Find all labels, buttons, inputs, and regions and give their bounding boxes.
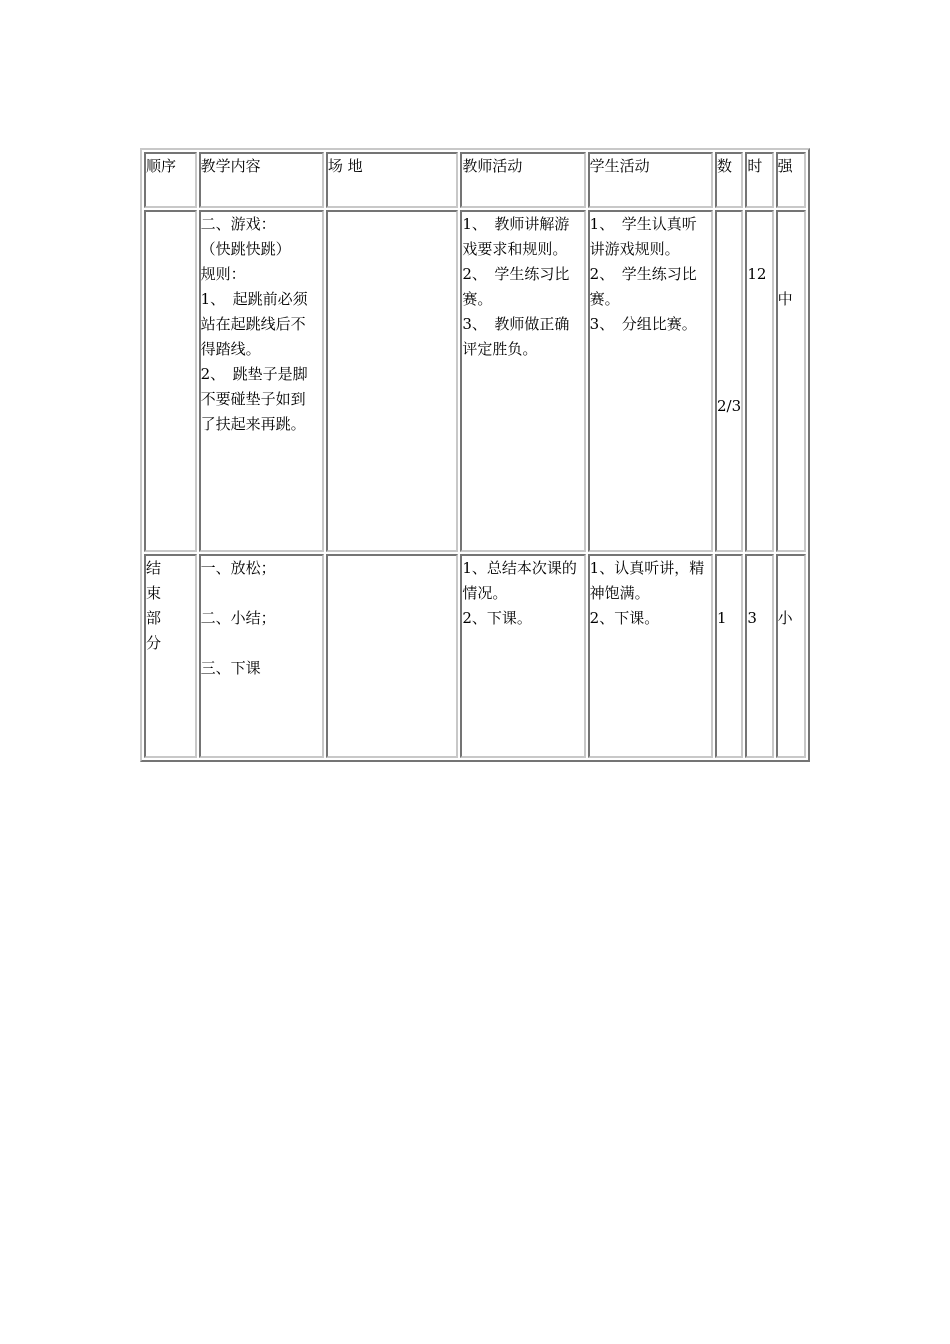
cell-student	[588, 554, 713, 758]
header-venue	[326, 152, 458, 208]
content-line: 二、游戏：	[200, 215, 276, 233]
cell-intensity: 中	[776, 210, 806, 552]
header-intensity: 强	[776, 152, 806, 208]
content-line: 2、 跳垫子是脚	[200, 365, 308, 383]
content-line: 不要碰垫子如到	[200, 390, 306, 408]
teacher-line: 情况。	[462, 584, 508, 602]
teacher-line: 2、下课。	[462, 609, 532, 627]
cell-order	[144, 554, 197, 758]
teacher-line: 赛。	[462, 290, 493, 308]
table-row	[144, 554, 806, 758]
header-order: 顺序	[144, 152, 197, 208]
teacher-line: 评定胜负。	[462, 340, 538, 358]
teacher-line: 戏要求和规则。	[462, 240, 568, 258]
header-teacher: 教师活动	[460, 152, 585, 208]
table-header-row	[144, 152, 806, 208]
cell-time: 12	[745, 210, 773, 552]
content-line: 规则：	[200, 265, 246, 283]
cell-content	[199, 554, 324, 758]
table-row	[144, 210, 806, 552]
cell-venue	[326, 554, 458, 758]
content-line: 一、放松；	[200, 559, 276, 577]
order-char: 分	[146, 634, 162, 652]
student-line: 1、 学生认真听	[589, 215, 697, 233]
teacher-line: 1、总结本次课的	[462, 559, 577, 577]
content-line: 了扶起来再跳。	[200, 415, 306, 433]
cell-venue	[326, 210, 458, 552]
cell-teacher	[460, 554, 585, 758]
student-line: 讲游戏规则。	[589, 240, 680, 258]
header-count: 数	[715, 152, 743, 208]
teacher-line: 2、 学生练习比	[462, 265, 570, 283]
content-line: 三、下课	[200, 659, 261, 677]
cell-intensity: 小	[776, 554, 806, 758]
header-student: 学生活动	[588, 152, 713, 208]
cell-student	[588, 210, 713, 552]
student-line: 神饱满。	[589, 584, 650, 602]
cell-order	[144, 210, 197, 552]
teacher-line: 1、 教师讲解游	[462, 215, 570, 233]
student-line: 3、 分组比赛。	[589, 315, 697, 333]
cell-count: 1	[715, 554, 743, 758]
order-char: 部	[146, 609, 162, 627]
student-line: 2、下课。	[589, 609, 660, 627]
teacher-line: 3、 教师做正确	[462, 315, 570, 333]
order-char: 结	[146, 559, 162, 577]
content-line: （快跳快跳）	[200, 240, 291, 258]
content-line	[201, 631, 322, 656]
header-venue-text: 场 地	[327, 157, 363, 175]
lesson-plan-table	[140, 148, 810, 762]
cell-count: 2/3	[715, 210, 743, 552]
content-line: 1、 起跳前必须	[200, 290, 308, 308]
header-time: 时	[745, 152, 773, 208]
order-char: 束	[146, 584, 162, 602]
cell-content	[199, 210, 324, 552]
content-line: 二、小结；	[200, 609, 276, 627]
header-content: 教学内容	[199, 152, 324, 208]
content-line: 得踏线。	[200, 340, 261, 358]
content-line: 站在起跳线后不	[200, 315, 306, 333]
cell-teacher	[460, 210, 585, 552]
cell-time: 3	[745, 554, 773, 758]
student-line: 1、认真听讲，精	[589, 559, 705, 577]
content-line	[201, 581, 322, 606]
student-line: 2、 学生练习比	[589, 265, 697, 283]
student-line: 赛。	[589, 290, 620, 308]
